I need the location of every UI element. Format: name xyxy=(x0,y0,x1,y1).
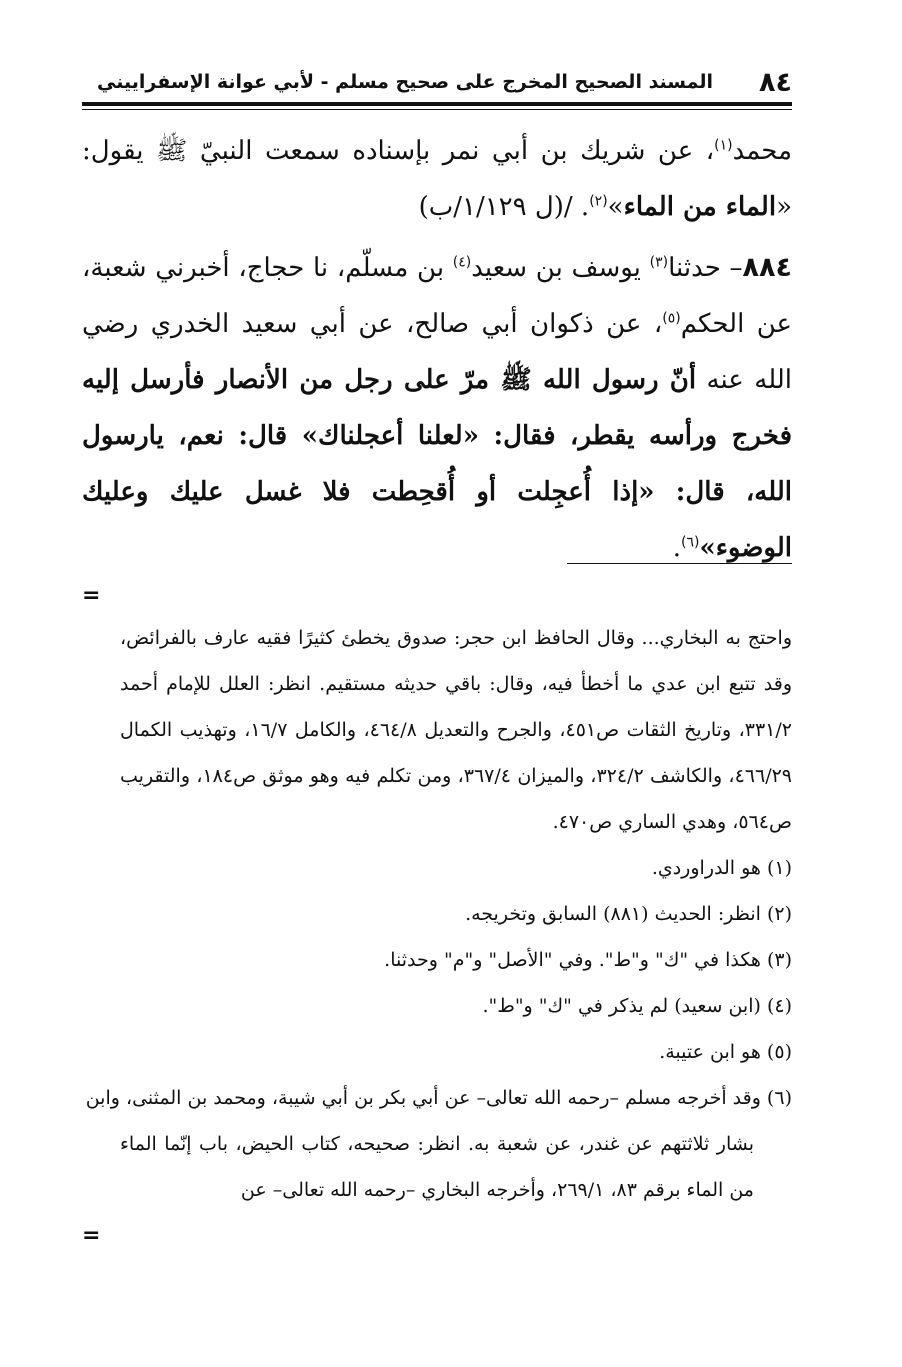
footnote-ref-2[interactable]: (٢) xyxy=(589,193,608,210)
footnote-ref-3[interactable]: (٣) xyxy=(649,254,669,271)
footnote-2: (٢) انظر: الحديث (٨٨١) السابق وتخريجه. xyxy=(465,903,792,925)
footnote-1: (١) هو الدراوردي. xyxy=(651,857,792,879)
text-run: ، عن ذكوان أبي صالح، عن أبي سعيد الخدري رضي الله عنه xyxy=(82,309,792,395)
footnote-ref-5[interactable]: (٥) xyxy=(662,310,681,327)
footnote-5: (٥) هو ابن عتيبة. xyxy=(659,1041,792,1063)
header-rule-thin xyxy=(82,109,792,110)
page-number: ٨٤ xyxy=(759,66,792,98)
main-text xyxy=(82,123,792,576)
text-run: بن مسلّم، نا حجاج، أخبرني شعبة، عن الحكم xyxy=(82,253,792,339)
hadith-matn: أنّ رسول الله ﷺ مرّ على رجل من الأنصار فأرسل إليه فخرج ورأسه يقطر، فقال: «لعلنا أعجلناك» قال: نعم، يارسول الله، قال: «إذا أُعجِلت أو أُقحِطت فلا غسل عليك وعليك الوضوء» xyxy=(82,365,792,563)
text-run: – حدثنا xyxy=(668,253,743,283)
book-page xyxy=(82,55,792,1315)
running-title: المسند الصحيح المخرج على صحيح مسلم - لأبي عوانة الإسفراييني xyxy=(97,71,714,93)
page-header xyxy=(82,65,792,99)
hadith-paragraph xyxy=(82,240,792,576)
footnote-6-continued: بشار ثلاثتهم عن غندر، عن شعبة به. انظر: صحيحه، كتاب الحيض، باب إنّما الماء من الماء برقم ٨٣، ٢٦٩/١، وأخرجه البخاري –رحمه الله تعالى– عن xyxy=(120,1133,754,1201)
footnote-4: (٤) (ابن سعيد) لم يذكر في "ك" و"ط". xyxy=(482,995,792,1017)
hadith-number: ٨٨٤ xyxy=(742,252,792,283)
header-rule xyxy=(82,102,792,106)
footnote-ref-4[interactable]: (٤) xyxy=(452,254,472,271)
footnote-continued: واحتج به البخاري... وقال الحافظ ابن حجر: صدوق يخطئ كثيرًا فقيه عارف بالفرائض، وقد تتبع ابن عدي ما أخطأ فيه، وقال: باقي حديثه مستقيم. انظر: العلل للإمام أحمد ٣٣١/٢، وتاريخ الثقات ص٤٥١، والجرح والتعديل ٤٦٤/٨، والكامل ١٦/٧، وتهذيب الكمال ٤٦٦/٢٩، والكاشف ٣٢٤/٢، والميزان ٣٦٧/٤، ومن تكلم فيه وهو موثق ص١٨٤، والتقريب ص٥٦٤، وهدي الساري ص٤٧٠. xyxy=(120,627,793,833)
footnote-separator xyxy=(567,563,792,564)
footnotes xyxy=(82,615,792,1213)
text-run: ، عن شريك بن أبي نمر بإسناده سمعت النبيّ ﷺ يقول: « xyxy=(82,136,792,222)
footnote-3: (٣) هكذا في "ك" و"ط". وفي "الأصل" و"م" وحدثنا. xyxy=(384,949,792,971)
continuation-mark: = xyxy=(82,583,101,608)
manuscript-folio-ref: . /(ل ١/١٢٩/ب) xyxy=(418,192,590,222)
footnote-6-line1: (٦) وقد أخرجه مسلم –رحمه الله تعالى– عن أبي بكر بن أبي شيبة، ومحمد بن المثنى، وابن xyxy=(85,1087,792,1109)
text-run: يوسف بن سعيد xyxy=(471,253,650,283)
prophetic-text: الماء من الماء xyxy=(623,192,777,222)
footnote-ref-6[interactable]: (٦) xyxy=(680,534,700,551)
paragraph-continuation xyxy=(82,123,792,235)
text-run: . xyxy=(672,533,681,563)
footnote-6 xyxy=(82,1075,792,1213)
text-run: محمد xyxy=(732,136,792,166)
continuation-mark-bottom: = xyxy=(82,1223,101,1248)
footnote-ref-1[interactable]: (١) xyxy=(714,137,733,154)
text-run: » xyxy=(607,192,624,222)
